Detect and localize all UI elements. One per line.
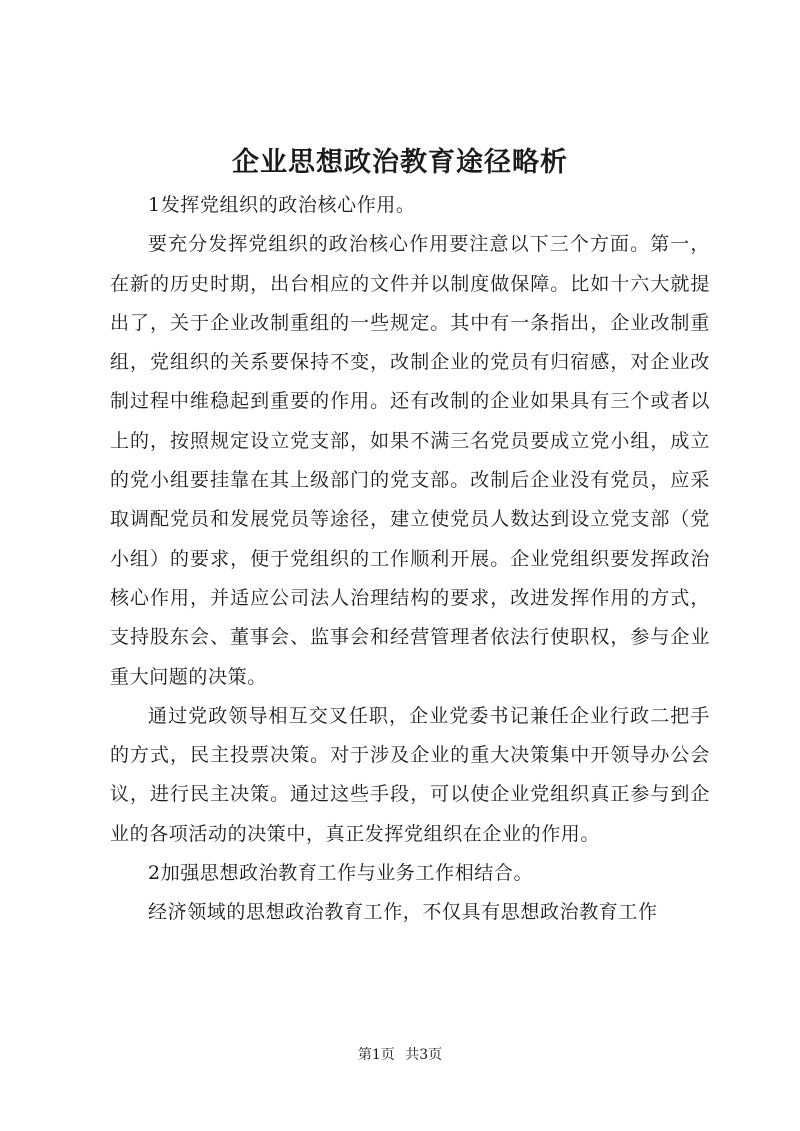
page-footer (0, 1044, 800, 1064)
document-body (110, 186, 710, 933)
page-number: 第1页 (357, 1047, 395, 1063)
section-heading-2: 2加强思想政治教育工作与业务工作相结合。 (148, 862, 534, 885)
section-heading-1: 1发挥党组织的政治核心作用。 (148, 194, 416, 216)
paragraph-2: 通过党政领导相互交叉任职，企业党委书记兼任企业行政二把手的方式，民主投票决策。对于涉及企业的重大决策集中开领导办公会议，进行民主决策。通过这些手段，可以使企业党组织真正参与到企业的各项活动的决策中，真正发挥党组织在企业的作用。 (110, 704, 710, 845)
paragraph-3: 经济领域的思想政治教育工作，不仅具有思想政治教育工作 (148, 901, 658, 924)
page-total: 共3页 (405, 1047, 443, 1063)
paragraph-1: 要充分发挥党组织的政治核心作用要注意以下三个方面。第一，在新的历史时期，出台相应的文件并以制度做保障。比如十六大就提出了，关于企业改制重组的一些规定。其中有一条指出，企业改制重组，党组织的关系要保持不变，改制企业的党员有归宿感，对企业改制过程中维稳起到重要的作用。还有改制的企业如果具有三个或者以上的，按照规定设立党支部，如果不满三名党员要成立党小组，成立的党小组要挂靠在其上级部门的党支部。改制后企业没有党员，应采取调配党员和发展党员等途径，建立使党员人数达到设立党支部（党小组）的要求，便于党组织的工作顺利开展。企业党组织要发挥政治核心作用，并适应公司法人治理结构的要求，改进发挥作用的方式，支持股东会、董事会、监事会和经营管理者依法行使职权，参与企业重大问题的决策。 (110, 233, 710, 688)
document-title: 企业思想政治教育途径略析 (232, 147, 568, 178)
